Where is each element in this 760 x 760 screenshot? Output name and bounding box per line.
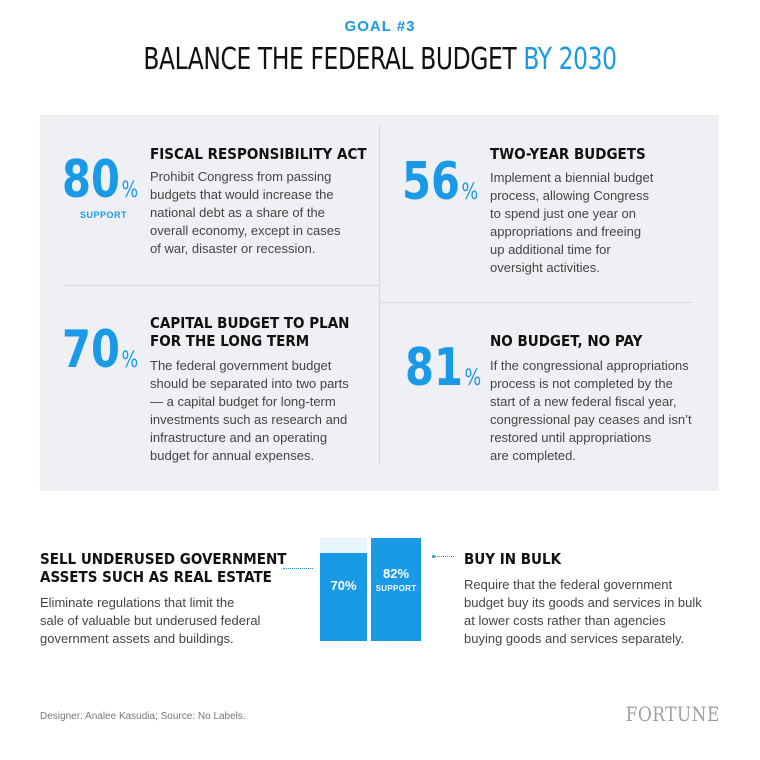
percent-value: 70 (62, 320, 120, 380)
proposal-heading (40, 550, 286, 586)
body-line: buying goods and services separately. (464, 631, 685, 646)
body-line: oversight activities. (490, 260, 600, 275)
body-line: Eliminate regulations that limit the (40, 595, 235, 610)
panel-divider-vertical (379, 125, 380, 465)
body-line: up additional time for (490, 242, 611, 257)
body-line: appropriations and freeing (490, 224, 642, 239)
heading-line: ASSETS SUCH AS REAL ESTATE (40, 568, 272, 586)
support-percent (402, 152, 479, 212)
proposal-body (490, 169, 710, 277)
proposal-heading: BUY IN BULK (464, 550, 562, 568)
credit-line: Designer: Analee Kasudia; Source: No Labels. (40, 711, 246, 722)
body-line: budget for annual expenses. (150, 448, 315, 463)
body-line: budgets that would increase the (150, 187, 334, 202)
body-line: budget buy its goods and services in bulk (464, 595, 702, 610)
fortune-logo: FORTUNE (625, 702, 720, 726)
connector-dot (432, 555, 435, 558)
body-line: at lower costs rather than agencies (464, 613, 666, 628)
percent-value: 81 (405, 338, 463, 398)
body-line: Implement a biennial budget (490, 170, 654, 185)
body-line: start of a new federal fiscal year, (490, 394, 677, 409)
percent-sign: % (464, 366, 482, 391)
proposal-body (150, 168, 370, 258)
proposal-body (464, 576, 734, 648)
support-label: SUPPORT (80, 210, 128, 220)
body-line: infrastructure and an operating (150, 430, 328, 445)
body-line: government assets and buildings. (40, 631, 234, 646)
bar-label-sell-assets: 70% (330, 578, 357, 593)
body-line: sale of valuable but underused federal (40, 613, 261, 628)
body-line: congressional pay ceases and isn’t (490, 412, 692, 427)
body-line: If the congressional appropriations (490, 358, 689, 373)
support-percent (405, 338, 482, 398)
support-percent (62, 150, 139, 210)
proposal-heading: NO BUDGET, NO PAY (490, 332, 643, 350)
proposal-body (490, 357, 715, 465)
proposal-body (40, 594, 300, 648)
goal-label: GOAL #3 (344, 18, 416, 35)
body-line: should be separated into two parts (150, 376, 349, 391)
connector-line-left (283, 568, 313, 570)
body-line: restored until appropriations (490, 430, 652, 445)
heading-line: FOR THE LONG TERM (150, 332, 310, 350)
body-line: process, allowing Congress (490, 188, 649, 203)
bar-label-buy-in-bulk: 82% (382, 566, 410, 581)
proposal-heading: TWO-YEAR BUDGETS (490, 145, 646, 163)
body-line: — a capital budget for long-term (150, 394, 336, 409)
heading-line: CAPITAL BUDGET TO PLAN (150, 314, 350, 332)
title-accent: BY 2030 (523, 42, 617, 77)
panel-divider-left (65, 285, 379, 286)
bar-support-label: SUPPORT (375, 584, 417, 593)
body-line: of war, disaster or recession. (150, 241, 316, 256)
support-percent (62, 320, 139, 380)
heading-line: SELL UNDERUSED GOVERNMENT (40, 550, 287, 568)
percent-sign: % (461, 180, 479, 205)
body-line: overall economy, except in cases (150, 223, 341, 238)
percent-value: 56 (402, 152, 460, 212)
percent-value: 80 (62, 150, 120, 210)
body-line: to spend just one year on (490, 206, 636, 221)
body-line: process is not completed by the (490, 376, 673, 391)
body-line: are completed. (490, 448, 576, 463)
bar-sell-assets (320, 553, 367, 641)
body-line: national debt as a share of the (150, 205, 325, 220)
percent-sign: % (121, 178, 139, 203)
panel-divider-right (379, 302, 693, 303)
title-main: BALANCE THE FEDERAL BUDGET (143, 42, 524, 77)
percent-sign: % (121, 348, 139, 373)
body-line: The federal government budget (150, 358, 332, 373)
connector-line-right (434, 556, 454, 558)
body-line: investments such as research and (150, 412, 348, 427)
proposal-heading: FISCAL RESPONSIBILITY ACT (150, 145, 367, 163)
body-line: Require that the federal government (464, 577, 673, 592)
proposal-heading (150, 314, 349, 350)
page-title (84, 42, 677, 77)
body-line: Prohibit Congress from passing (150, 169, 332, 184)
proposal-body (150, 357, 375, 465)
